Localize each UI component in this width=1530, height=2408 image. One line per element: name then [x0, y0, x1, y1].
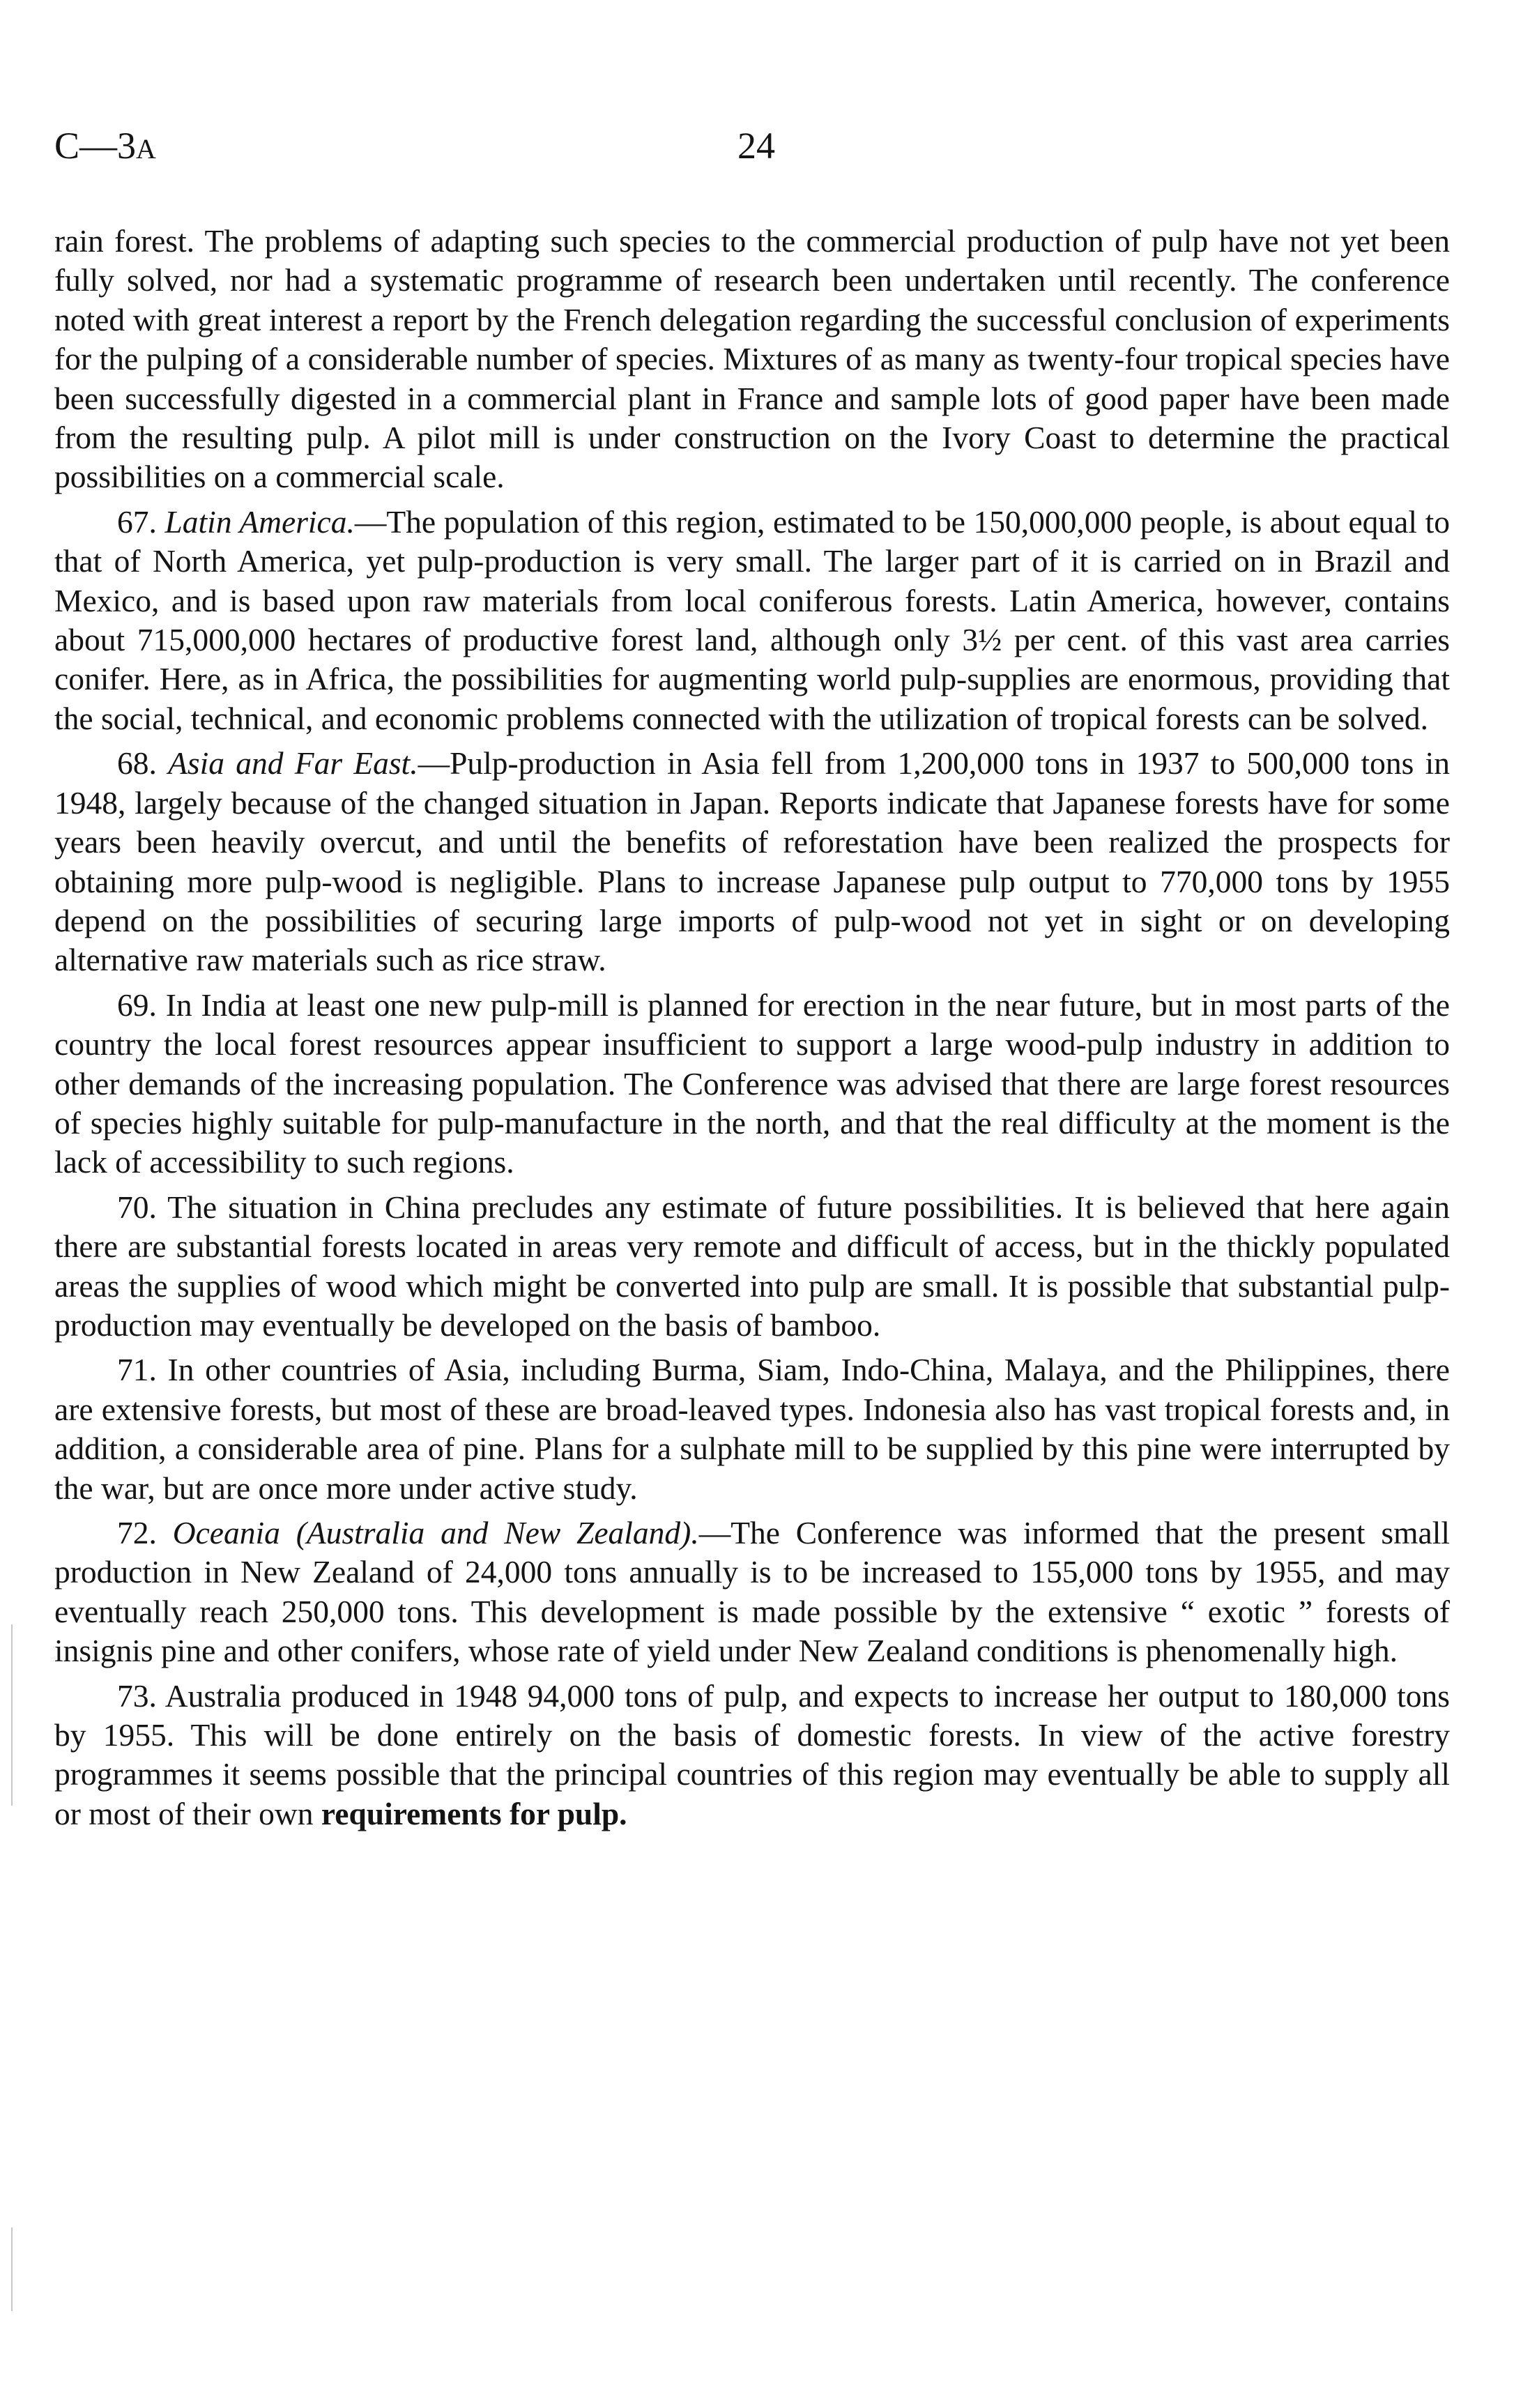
document-code: C—3A: [54, 125, 156, 167]
paragraph-71: 71. In other countries of Asia, including Burma, Siam, Indo-China, Malaya, and the Philippines, there are extensive forests, but most of these are broad-leaved types. Indonesia also has vast tropical forests and, in addition, a considerable area of pine. Plans for a sulphate mill to be supplied by this pine were interrupted by the war, but are once more under active study.: [54, 1352, 1450, 1506]
paragraph-67: [54, 503, 1450, 738]
paragraph-text: —The Conference was informed that the present small production in New Zealand of 24,000 tons annually is to be increased to 155,000 tons by 1955, and may eventually reach 250,000 tons. This development is made possible by the extensive “ exotic ” forests of insignis pine and other conifers, whose rate of yield under New Zealand conditions is phenomenally high.: [54, 1515, 1451, 1669]
paragraph-73: [54, 1677, 1450, 1834]
paragraph-text: 73. Australia produced in 1948 94,000 tons of pulp, and expects to increase her output to 180,000 tons by 1955. This will be done entirely on the basis of domestic forests. In view of the active forestry programmes it seems possible that the principal countries of this region may eventually be able to supply all or most of their own: [54, 1677, 1450, 1831]
paragraph-number: 72.: [117, 1515, 157, 1550]
paragraph-72: [54, 1514, 1450, 1671]
margin-rule-lower: [11, 2227, 13, 2311]
paragraph-68: [54, 744, 1450, 980]
page-header: [54, 124, 1448, 180]
paragraph-70: 70. The situation in China precludes any estimate of future possibilities. It is believed that here again there are substantial forests located in areas very remote and difficult of access, but in the thickly populated areas the supplies of wood which might be converted into pulp are small. It is possible that substantial pulp-production may eventually be developed on the basis of bamboo.: [54, 1189, 1450, 1343]
paragraph-69: 69. In India at least one new pulp-mill is planned for erection in the near future, but in most parts of the country the local forest resources appear insufficient to support a large wood-pulp industry in addition to other demands of the increasing population. The Conference was advised that there are large forest resources of species highly suitable for pulp-manufacture in the north, and that the real difficulty at the moment is the lack of accessibility to such regions.: [54, 986, 1450, 1180]
paragraph-66-continued: rain forest. The problems of adapting such species to the commercial production of pulp have not yet been fully solved, nor had a systematic programme of research been undertaken until recently. The conference noted with great interest a report by the French delegation regarding the successful conclusion of experiments for the pulping of a considerable number of species. Mixtures of as many as twenty-four tropical species have been successfully digested in a commercial plant in France and sample lots of good paper have been made from the resulting pulp. A pilot mill is under construction on the Ivory Coast to determine the practical possibilities on a commercial scale.: [54, 223, 1450, 495]
section-heading-latin-america: Latin America.: [165, 503, 355, 540]
body-text: [54, 222, 1450, 1839]
section-heading-asia-far-east: Asia and Far East.: [168, 745, 418, 782]
paragraph-ending: requirements for pulp.: [321, 1795, 627, 1831]
paragraph-text: —The population of this region, estimated to be 150,000,000 people, is about equal to that of North America, yet pulp-production is very small. The larger part of it is carried on in Brazil and Mexico, and is based upon raw materials from local coniferous forests. Latin America, however, contains about 715,000,000 hectares of productive forest land, although only 3½ per cent. of this vast area carries conifer. Here, as in Africa, the possibilities for augmenting world pulp-supplies are enormous, providing that the social, technical, and economic problems connected with the utilization of tropical forests can be solved.: [54, 503, 1451, 736]
margin-rule-upper: [11, 1624, 13, 1806]
paragraph-number: 67.: [117, 503, 157, 540]
paragraph-text: —Pulp-production in Asia fell from 1,200,000 tons in 1937 to 500,000 tons in 1948, largely because of the changed situation in Japan. Reports indicate that Japanese forests have for some years been heavily overcut, and until the benefits of reforestation have been realized the prospects for obtaining more pulp-wood is negligible. Plans to increase Japanese pulp output to 770,000 tons by 1955 depend on the possibilities of securing large imports of pulp-wood not yet in sight or on developing alternative raw materials such as rice straw.: [54, 745, 1450, 978]
paragraph-number: 68.: [117, 745, 157, 782]
page-number: 24: [737, 125, 775, 167]
section-heading-oceania: Oceania (Australia and New Zealand).: [172, 1515, 699, 1550]
